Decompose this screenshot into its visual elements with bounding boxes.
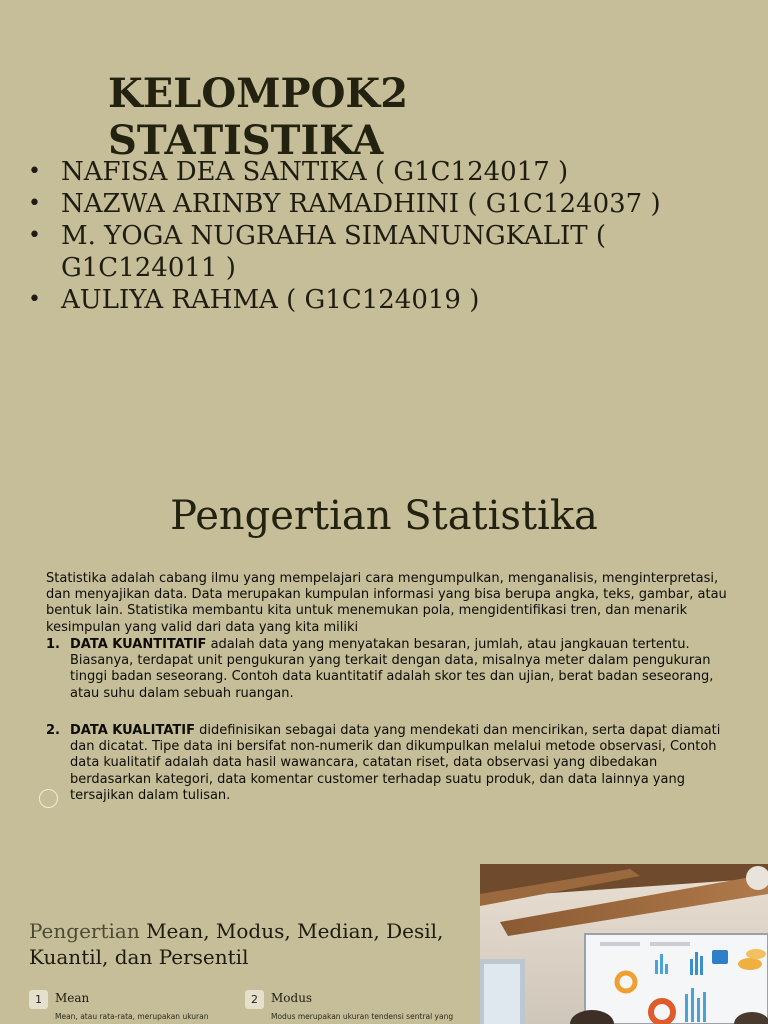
data-type-item-quantitative bbox=[46, 637, 736, 702]
member-item bbox=[28, 188, 748, 220]
measures-title bbox=[29, 918, 469, 970]
card-number-badge: 2 bbox=[245, 990, 264, 1009]
list-number: 1. bbox=[46, 637, 60, 652]
member-item bbox=[28, 156, 748, 188]
data-type-term: DATA KUANTITATIF bbox=[70, 637, 207, 652]
bullet-icon: • bbox=[28, 223, 41, 248]
member-name: NAZWA ARINBY RAMADHINI ( G1C124037 ) bbox=[61, 189, 661, 219]
bullet-icon: • bbox=[28, 191, 41, 216]
group-title-line1: KELOMPOK2 bbox=[108, 70, 409, 117]
data-type-list bbox=[46, 723, 736, 804]
data-type-list bbox=[46, 637, 736, 702]
card-description: Mean, atau rata-rata, merupakan ukuran bbox=[55, 1012, 209, 1021]
statistics-definition-title: Pengertian Statistika bbox=[170, 493, 598, 539]
card-title: Modus bbox=[271, 991, 313, 1005]
member-list bbox=[28, 156, 748, 316]
member-item bbox=[28, 284, 748, 316]
group-title bbox=[108, 70, 408, 164]
circle-shape bbox=[39, 789, 58, 808]
data-type-description: didefinisikan sebagai data yang mendekati dan mencirikan, serta dapat diamati dan dicatat. Tipe data ini bersifat non-numerik dan dikumpulkan melalui metode observasi, Contoh data kualitatif adalah data hasil wawancara, catatan riset, data observasi yang dibedakan berdasarkan kategori, data komentar customer terhadap suatu produk, dan data lainnya yang tersajikan dalam tulisan. bbox=[70, 723, 721, 803]
member-item bbox=[28, 220, 748, 284]
card-title: Mean bbox=[55, 991, 90, 1005]
bullet-icon: • bbox=[28, 159, 41, 184]
data-type-term: DATA KUALITATIF bbox=[70, 723, 195, 738]
group-title-line2: STATISTIKA bbox=[108, 117, 384, 164]
statistics-definition-text: Statistika adalah cabang ilmu yang mempelajari cara mengumpulkan, menganalisis, menginterpretasi, dan menyajikan data. Data merupakan kumpulan informasi yang bisa berupa angka, teks, gambar, atau bentuk lain. Statistika membantu kita untuk menemukan pola, mengidentifikasi tren, dan menarik kesimpulan yang valid dari data yang kita miliki bbox=[46, 571, 727, 635]
data-type-item-qualitative bbox=[46, 723, 736, 804]
card-number-badge: 1 bbox=[29, 990, 48, 1009]
measures-title-prefix: Pengertian bbox=[29, 919, 140, 943]
member-name: NAFISA DEA SANTIKA ( G1C124017 ) bbox=[61, 157, 569, 187]
member-name: M. YOGA NUGRAHA SIMANUNGKALIT ( G1C124011 ) bbox=[61, 221, 607, 283]
bullet-icon: • bbox=[28, 287, 41, 312]
list-number: 2. bbox=[46, 723, 60, 738]
card-description: Modus merupakan ukuran tendensi sentral yang bbox=[271, 1012, 454, 1021]
classroom-photo bbox=[480, 864, 768, 1024]
data-type-description: adalah data yang menyatakan besaran, jumlah, atau jangkauan tertentu. Biasanya, terdapat unit pengukuran yang terkait dengan data, misalnya meter dalam pengukuran tinggi badan seseorang. Contoh data kuantitatif adalah skor tes dan ujian, berat badan seseorang, atau suhu dalam sebuah ruangan. bbox=[70, 637, 714, 701]
member-name: AULIYA RAHMA ( G1C124019 ) bbox=[61, 285, 480, 315]
measures-title-rest: Mean, Modus, Median, Desil, Kuantil, dan Persentil bbox=[29, 919, 444, 969]
